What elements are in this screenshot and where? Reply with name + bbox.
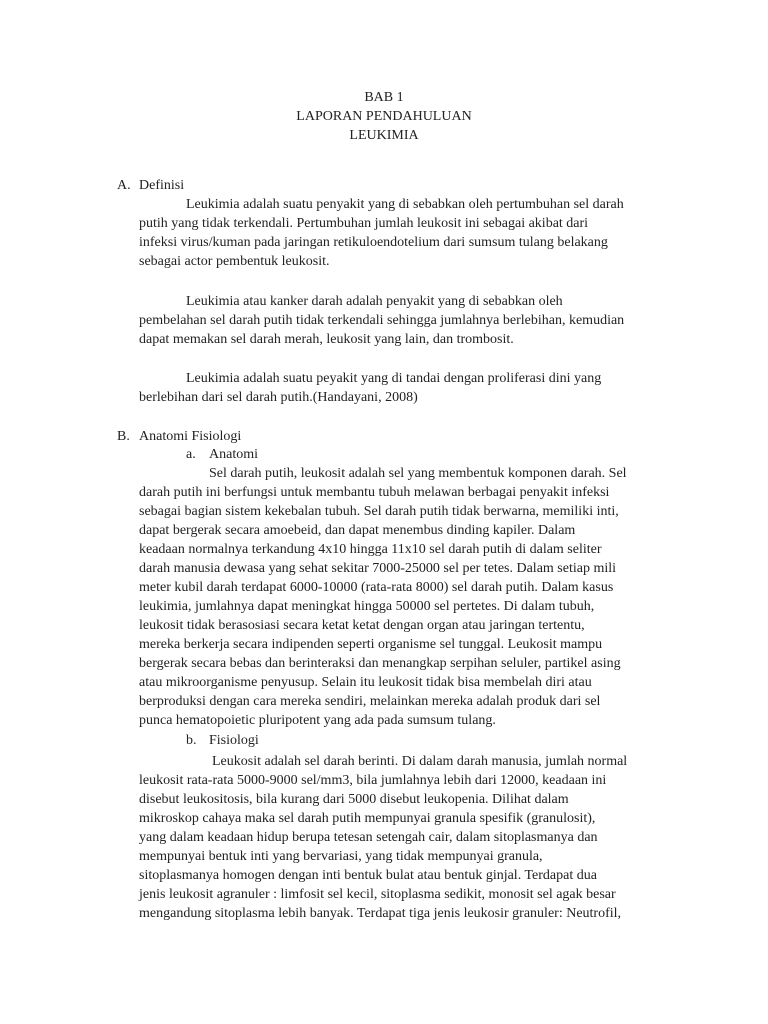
text-line: meter kubil darah terdapat 6000-10000 (rata-rata 8000) sel darah putih. Dalam kasus (139, 580, 614, 595)
text-line: berproduksi dengan cara mereka sendiri, melainkan mereka adalah produk dari sel (139, 694, 601, 709)
text-line: keadaan normalnya terkandung 4x10 hingga 11x10 sel darah putih di dalam seliter (139, 542, 602, 557)
section-title: Anatomi Fisiologi (139, 429, 242, 444)
text-line: mikroskop cahaya maka sel darah putih mempunyai granula spesifik (granulosit), (139, 811, 596, 826)
subsection-title: Fisiologi (209, 733, 259, 748)
text-line: infeksi virus/kuman pada jaringan retikuloendotelium dari sumsum tulang belakang (139, 235, 608, 250)
topic-title: LEUKIMIA (349, 128, 419, 143)
text-line: punca hematopoietic pluripotent yang ada pada sumsum tulang. (139, 713, 496, 728)
subsection-marker: b. (186, 733, 197, 748)
text-line: sebagai actor pembentuk leukosit. (139, 254, 330, 269)
text-line: sebagai bagian sistem kekebalan tubuh. Sel darah putih tidak berwarna, memiliki inti, (139, 504, 619, 519)
text-line: atau mikroorganisme penyusup. Selain itu leukosit tidak bisa membelah diri atau (139, 675, 592, 690)
text-line: dapat bergerak secara amoebeid, dan dapat menembus dinding kapiler. Dalam (139, 523, 576, 538)
text-line: sitoplasmanya homogen dengan inti bentuk bulat atau bentuk ginjal. Terdapat dua (139, 868, 597, 883)
text-line: Leukosit adalah sel darah berinti. Di dalam darah manusia, jumlah normal (212, 754, 628, 769)
text-line: Leukimia adalah suatu peyakit yang di tandai dengan proliferasi dini yang (186, 371, 602, 386)
text-line: Sel darah putih, leukosit adalah sel yang membentuk komponen darah. Sel (209, 466, 627, 481)
subsection-marker: a. (186, 447, 196, 462)
text-line: Leukimia atau kanker darah adalah penyakit yang di sebabkan oleh (186, 294, 563, 309)
text-line: pembelahan sel darah putih tidak terkendali sehingga jumlahnya berlebihan, kemudian (139, 313, 625, 328)
section-marker: B. (117, 429, 130, 444)
text-line: jenis leukosit agranuler : limfosit sel kecil, sitoplasma sedikit, monosit sel agak besar (139, 887, 616, 902)
report-title: LAPORAN PENDAHULUAN (296, 109, 472, 124)
text-line: leukosit rata-rata 5000-9000 sel/mm3, bila jumlahnya lebih dari 12000, keadaan ini (139, 773, 607, 788)
text-line: bergerak secara bebas dan berinteraksi dan menangkap serpihan seluler, partikel asing (139, 656, 621, 671)
text-line: berlebihan dari sel darah putih.(Handayani, 2008) (139, 390, 418, 405)
text-line: yang dalam keadaan hidup berupa tetesan setengah cair, dalam sitoplasmanya dan (139, 830, 598, 845)
text-line: disebut leukositosis, bila kurang dari 5000 disebut leukopenia. Dilihat dalam (139, 792, 569, 807)
text-line: putih yang tidak terkendali. Pertumbuhan jumlah leukosit ini sebagai akibat dari (139, 216, 589, 231)
subsection-title: Anatomi (209, 447, 258, 462)
text-line: mereka berkerja secara indipenden seperti organisme sel tunggal. Leukosit mampu (139, 637, 603, 652)
text-line: leukimia, jumlahnya dapat meningkat hingga 50000 sel pertetes. Di dalam tubuh, (139, 599, 595, 614)
section-marker: A. (117, 178, 131, 193)
text-line: darah putih ini berfungsi untuk membantu tubuh melawan berbagai penyakit infeksi (139, 485, 610, 500)
text-line: mengandung sitoplasma lebih banyak. Terdapat tiga jenis leukosir granuler: Neutrofil, (139, 906, 622, 921)
text-line: mempunyai bentuk inti yang bervariasi, yang tidak mempunyai granula, (139, 849, 543, 864)
chapter-heading: BAB 1 (364, 90, 404, 105)
text-line: Leukimia adalah suatu penyakit yang di sebabkan oleh pertumbuhan sel darah (186, 197, 624, 212)
text-line: darah manusia dewasa yang sehat sekitar 7000-25000 sel per tetes. Dalam setiap mili (139, 561, 617, 576)
section-title: Definisi (139, 178, 185, 193)
text-line: dapat memakan sel darah merah, leukosit yang lain, dan trombosit. (139, 332, 514, 347)
text-line: leukosit tidak berasosiasi secara ketat ketat dengan organ atau jaringan tertentu, (139, 618, 585, 633)
